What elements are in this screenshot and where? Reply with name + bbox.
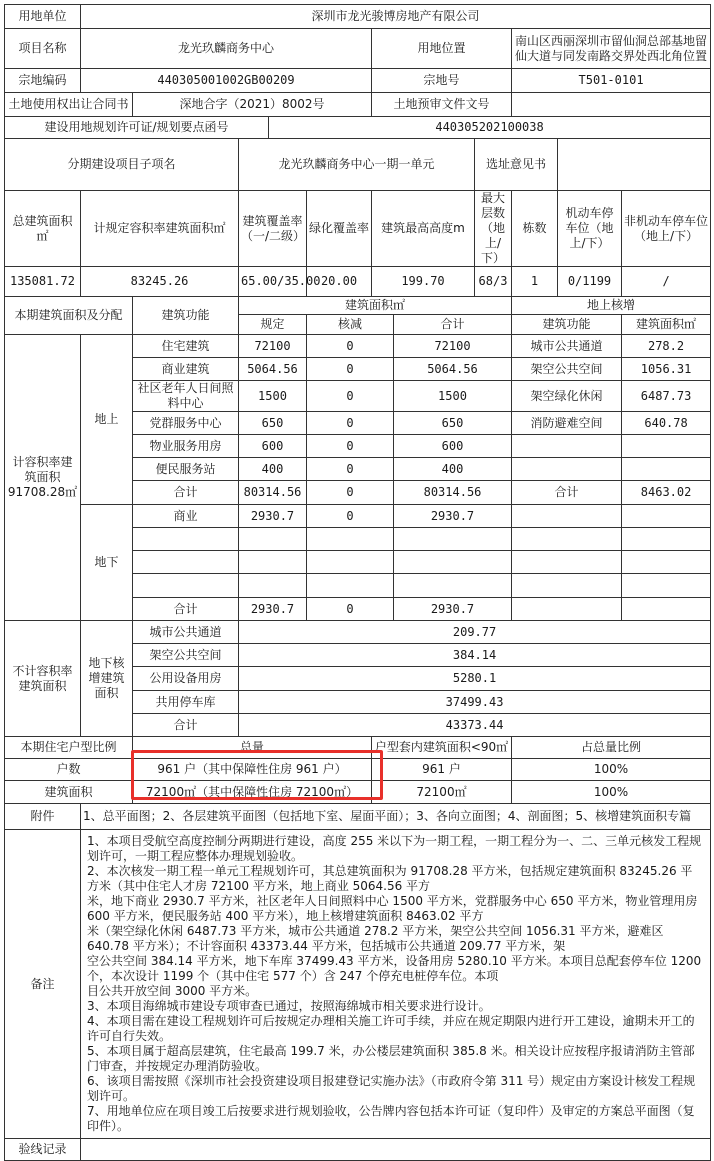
above-total-name: 合计 xyxy=(133,481,239,505)
remark-line: 6、该项目需按照《深圳市社会投资建设项目报建登记实施办法》（市政府令第 311 号）规定由方案设计核发工程规划许可。 xyxy=(87,1074,696,1103)
noncounted-row-value: 384.14 xyxy=(239,644,711,667)
extra-row-empty xyxy=(512,505,622,528)
above-row-name: 便民服务站 xyxy=(133,458,239,481)
noncounted-row-value: 5280.1 xyxy=(239,667,711,691)
below-total-name: 合计 xyxy=(133,598,239,621)
remark-line: 米，地下商业 2930.7 平方米，社区老年人日间照料中心 1500 平方米，党群服务中心 650 平方米，物业管理用房 600 平方米，便民服务站 400 平方米），地上核增建筑面积 8463.02 平方 xyxy=(87,894,698,923)
above-row-name: 物业服务用房 xyxy=(133,435,239,458)
above-row-rule: 600 xyxy=(239,435,307,458)
project-label: 项目名称 xyxy=(5,29,81,69)
noncounted-total-name: 合计 xyxy=(133,714,239,737)
above-row-rule: 400 xyxy=(239,458,307,481)
above-row-total: 650 xyxy=(394,412,512,435)
households-small: 961 户 xyxy=(372,759,512,781)
indicator-header: 总建筑面积㎡ xyxy=(5,191,81,267)
below-row-empty xyxy=(239,574,307,598)
extra-total-value: 8463.02 xyxy=(622,481,711,505)
housing-area-small: 72100㎡ xyxy=(372,781,512,804)
indicator-header: 机动车停车位（地上/下） xyxy=(558,191,622,267)
housing-label: 本期住宅户型比例 xyxy=(5,737,133,759)
above-row-total: 600 xyxy=(394,435,512,458)
remark-line: 空公共空间 384.14 平方米，地下车库 37499.43 平方米，设备用房 5280.10 平方米。本项目总配套停车位 1200 个，本次设计 1199 个（其中住宅 577 个）含 247 个停充电桩停车位。本项 xyxy=(87,954,702,983)
extra-area-label: 建筑面积㎡ xyxy=(622,315,711,335)
extra-row-name: 消防避难空间 xyxy=(512,412,622,435)
counted-area-label: 计容积率建筑面积 91708.28㎡ xyxy=(5,335,81,621)
noncounted-row-value: 209.77 xyxy=(239,621,711,644)
housing-area-label: 建筑面积 xyxy=(5,781,133,804)
above-row-name: 住宅建筑 xyxy=(133,335,239,358)
remark-line: 5、本项目属于超高层建筑，住宅最高 199.7 米，办公楼层建筑面积 385.8 米。相关设计应按程序报请消防主管部门审查，并按规定办理消防验收。 xyxy=(87,1044,695,1073)
extra-row-empty xyxy=(622,551,711,574)
households-label: 户数 xyxy=(5,759,133,781)
above-row-total: 5064.56 xyxy=(394,358,512,381)
extra-func-label: 建筑功能 xyxy=(512,315,622,335)
above-total-rule: 80314.56 xyxy=(239,481,307,505)
extra-row-empty xyxy=(622,505,711,528)
extra-row-empty xyxy=(512,598,622,621)
parcel-code-value: 440305001002GB00209 xyxy=(81,69,372,93)
below-total-rule: 2930.7 xyxy=(239,598,307,621)
indicator-header: 建筑最高高度m xyxy=(372,191,475,267)
below-total-adjust: 0 xyxy=(307,598,394,621)
above-row-name: 党群服务中心 xyxy=(133,412,239,435)
extra-row-empty xyxy=(622,528,711,551)
housing-col-small: 户型套内建筑面积<90㎡ xyxy=(372,737,512,759)
below-row-empty xyxy=(239,528,307,551)
extra-row-empty xyxy=(622,598,711,621)
permit-label: 建设用地规划许可证/规划要点函号 xyxy=(5,117,269,139)
indicator-header: 最大层数（地上/下） xyxy=(475,191,512,267)
below-ground-label: 地下 xyxy=(81,505,133,621)
pre-review-value xyxy=(512,93,711,117)
opinion-value xyxy=(558,139,711,191)
inspection-value xyxy=(81,1139,711,1161)
below-row-total: 2930.7 xyxy=(394,505,512,528)
opinion-label: 选址意见书 xyxy=(475,139,558,191)
above-row-adjust: 0 xyxy=(307,381,394,412)
above-row-name: 社区老年人日间照料中心 xyxy=(133,381,239,412)
indicator-header: 建筑覆盖率（一/二级） xyxy=(239,191,307,267)
unit-value: 深圳市龙光骏博房地产有限公司 xyxy=(81,5,711,29)
col-rule: 规定 xyxy=(239,315,307,335)
below-row-empty xyxy=(239,551,307,574)
below-row-empty xyxy=(307,574,394,598)
noncounted-row-value: 37499.43 xyxy=(239,691,711,714)
location-value: 南山区西丽深圳市留仙洞总部基地留仙大道与同发南路交界处西北角位置 xyxy=(512,29,711,69)
above-row-adjust: 0 xyxy=(307,435,394,458)
above-row-adjust: 0 xyxy=(307,335,394,358)
above-row-rule: 72100 xyxy=(239,335,307,358)
extra-row-empty xyxy=(512,435,622,458)
extra-row-empty xyxy=(512,574,622,598)
below-row-empty xyxy=(133,574,239,598)
remark-line: 2、本次核发一期工程一单元工程规划许可，其总建筑面积为 91708.28 平方米，包括规定建筑面积 83245.26 平方米（其中住宅人才房 72100 平方米，地上商业 5064.56 平方 xyxy=(87,864,693,893)
households-total: 961 户（其中保障性住房 961 户） xyxy=(133,759,372,781)
remark-line: 目公共开放空间 3000 平方米。 xyxy=(87,984,258,998)
planning-permit-form xyxy=(4,4,711,1161)
extra-row-empty xyxy=(512,528,622,551)
project-value: 龙光玖麟商务中心 xyxy=(81,29,372,69)
inspection-label: 验线记录 xyxy=(5,1139,81,1161)
remark-line: 3、本项目海绵城市建设专项审查已通过，按照海绵城市相关要求进行设计。 xyxy=(87,999,491,1013)
extra-row-name: 架空绿化休闲 xyxy=(512,381,622,412)
extra-row-empty xyxy=(622,574,711,598)
extra-row-name: 城市公共通道 xyxy=(512,335,622,358)
above-row-rule: 650 xyxy=(239,412,307,435)
noncounted-total-value: 43373.44 xyxy=(239,714,711,737)
above-row-total: 1500 xyxy=(394,381,512,412)
remark-line: 米（架空绿化休闲 6487.73 平方米，城市公共通道 278.2 平方米，架空公共空间 1056.31 平方米，避难区 640.78 平方米）；不计容面积 43373.44 平方米，包括城市公共通道 209.77 平方米，架 xyxy=(87,924,664,953)
extra-row-value: 1056.31 xyxy=(622,358,711,381)
extra-total-name: 合计 xyxy=(512,481,622,505)
below-row-empty xyxy=(307,551,394,574)
housing-area-ratio: 100% xyxy=(512,781,711,804)
remark-line: 4、本项目需在建设工程规划许可后按规定办理相关施工许可手续，并应在规定期限内进行开工建设，逾期未开工的许可自行失效。 xyxy=(87,1014,695,1043)
contract-value: 深地合字（2021）8002号 xyxy=(133,93,372,117)
housing-col-total: 总量 xyxy=(133,737,372,759)
below-row-empty xyxy=(394,574,512,598)
location-label: 用地位置 xyxy=(372,29,512,69)
below-row-adjust: 0 xyxy=(307,505,394,528)
below-row-empty xyxy=(394,528,512,551)
indicator-value: 1 xyxy=(512,267,558,297)
remark-line: 7、用地单位应在项目竣工后按要求进行规划验收，公告牌内容包括本许可证（复印件）及审定的方案总平面图（复印件）。 xyxy=(87,1104,695,1133)
parcel-no-value: T501-0101 xyxy=(512,69,711,93)
extra-row-value: 640.78 xyxy=(622,412,711,435)
above-row-adjust: 0 xyxy=(307,458,394,481)
extra-row-empty xyxy=(622,458,711,481)
noncounted-row-name: 城市公共通道 xyxy=(133,621,239,644)
above-row-total: 400 xyxy=(394,458,512,481)
indicator-value: 135081.72 xyxy=(5,267,81,297)
noncounted-row-name: 公用设备用房 xyxy=(133,667,239,691)
indicator-value: 0/1199 xyxy=(558,267,622,297)
indicator-header: 非机动车停车位（地上/下） xyxy=(622,191,711,267)
below-total-total: 2930.7 xyxy=(394,598,512,621)
households-ratio: 100% xyxy=(512,759,711,781)
above-row-adjust: 0 xyxy=(307,358,394,381)
below-row-empty xyxy=(133,528,239,551)
indicator-value: 83245.26 xyxy=(81,267,239,297)
area-section-label: 本期建筑面积及分配 xyxy=(5,297,133,335)
indicator-value: 199.70 xyxy=(372,267,475,297)
extra-row-empty xyxy=(622,435,711,458)
above-row-rule: 1500 xyxy=(239,381,307,412)
area-function-label: 建筑功能 xyxy=(133,297,239,335)
above-total-adjust: 0 xyxy=(307,481,394,505)
above-total-total: 80314.56 xyxy=(394,481,512,505)
attachments-label: 附件 xyxy=(5,804,81,830)
above-row-adjust: 0 xyxy=(307,412,394,435)
permit-value: 440305202100038 xyxy=(269,117,711,139)
col-adjust: 核减 xyxy=(307,315,394,335)
pre-review-label: 土地预审文件文号 xyxy=(372,93,512,117)
noncounted-row-name: 共用停车库 xyxy=(133,691,239,714)
unit-label: 用地单位 xyxy=(5,5,81,29)
indicator-header: 计规定容积率建筑面积㎡ xyxy=(81,191,239,267)
extra-group-label: 地上核增 xyxy=(512,297,711,315)
phase-label: 分期建设项目子项名 xyxy=(5,139,239,191)
noncounted-row-name: 架空公共空间 xyxy=(133,644,239,667)
indicator-value: 68/3 xyxy=(475,267,512,297)
parcel-no-label: 宗地号 xyxy=(372,69,512,93)
below-row-name: 商业 xyxy=(133,505,239,528)
remarks-body xyxy=(81,830,711,1139)
phase-value: 龙光玖麟商务中心一期一单元 xyxy=(239,139,475,191)
above-row-total: 72100 xyxy=(394,335,512,358)
extra-row-name: 架空公共空间 xyxy=(512,358,622,381)
area-group-label: 建筑面积㎡ xyxy=(239,297,512,315)
above-ground-label: 地上 xyxy=(81,335,133,505)
below-row-rule: 2930.7 xyxy=(239,505,307,528)
housing-area-total: 72100㎡（其中保障性住房 72100㎡） xyxy=(133,781,372,804)
housing-col-ratio: 占总量比例 xyxy=(512,737,711,759)
indicator-value: 20.00 xyxy=(307,267,372,297)
extra-row-empty xyxy=(512,551,622,574)
extra-row-empty xyxy=(512,458,622,481)
below-row-empty xyxy=(307,528,394,551)
indicator-header: 栋数 xyxy=(512,191,558,267)
below-row-empty xyxy=(394,551,512,574)
extra-row-value: 6487.73 xyxy=(622,381,711,412)
above-row-name: 商业建筑 xyxy=(133,358,239,381)
indicator-value: 65.00/35.00 xyxy=(239,267,307,297)
noncounted-label: 不计容积率建筑面积 xyxy=(5,621,81,737)
attachments-value: 1、总平面图；2、各层建筑平面图（包括地下室、屋面平面）；3、各向立面图；4、剖面图；5、核增建筑面积专篇 xyxy=(81,804,711,830)
extra-row-value: 278.2 xyxy=(622,335,711,358)
indicator-value: / xyxy=(622,267,711,297)
below-row-empty xyxy=(133,551,239,574)
indicator-header: 绿化覆盖率 xyxy=(307,191,372,267)
parcel-code-label: 宗地编码 xyxy=(5,69,81,93)
remarks-label: 备注 xyxy=(5,830,81,1139)
above-row-rule: 5064.56 xyxy=(239,358,307,381)
contract-label: 土地使用权出让合同书 xyxy=(5,93,133,117)
remark-line: 1、本项目受航空高度控制分两期进行建设，高度 255 米以下为一期工程，一期工程分为一、二、三单元核发工程规划许可，一期工程应整体办理规划验收。 xyxy=(87,834,702,863)
noncounted-sub-label: 地下核增建筑面积 xyxy=(81,621,133,737)
col-total: 合计 xyxy=(394,315,512,335)
